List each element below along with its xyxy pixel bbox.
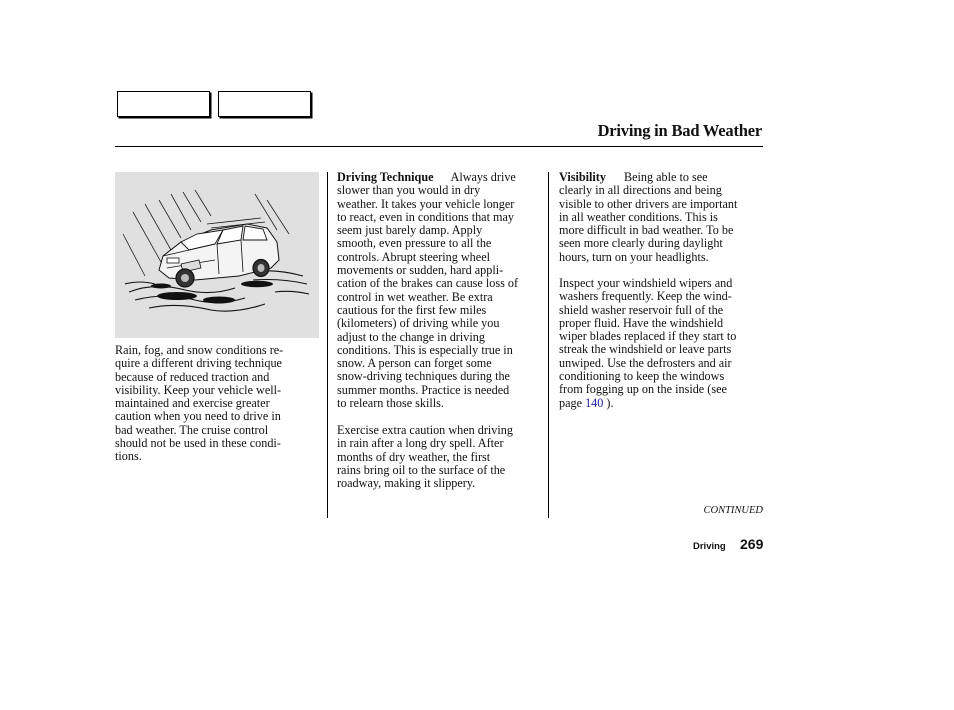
nav-button-next[interactable] [218, 91, 311, 117]
title-divider [115, 146, 763, 147]
page-number: 269 [740, 536, 764, 552]
visibility-body: clearly in all directions and being visible to other drivers are important in all weather conditions. This is more difficult in bad weather. To be seen more clearly during daylight hours, turn on your headlights. [559, 183, 738, 264]
column-divider-1 [327, 172, 328, 518]
driving-technique-lead: Always drive [450, 170, 516, 184]
driving-technique-heading: Driving Technique [337, 170, 434, 184]
footer-section-label: Driving [693, 541, 726, 552]
column-divider-2 [548, 172, 549, 518]
left-column-text: Rain, fog, and snow conditions re- quire a different driving technique because of reduced traction and visibility. Keep your vehicle well- maintained and exercise greater caution when you need to drive in bad weather. The cruise control should not be used in these condi- tions. [115, 343, 284, 464]
page-140-link[interactable]: 140 [585, 395, 604, 410]
driving-technique-body: slower than you would in dry weather. It takes your vehicle longer to react, even in conditions that may seem just barely damp. Apply smooth, even pressure to all the controls. Abrupt steering wheel movements or sudden, hard appli- cation of the brakes can cause loss of control in wet weather. Be extra cautious for the first few miles (kilometers) of driving while you adjust to the change in driving conditions. This is especially true in snow. A person can forget some snow-driving techniques during the summer months. Practice is needed to relearn those skills. [337, 183, 519, 411]
middle-column-paragraph-1 [337, 171, 547, 410]
right-column-paragraph-1 [559, 171, 763, 264]
car-in-rain-icon [115, 172, 319, 338]
visibility-heading: Visibility [559, 170, 606, 184]
middle-column-paragraph-2: Exercise extra caution when driving in rain after a long dry spell. After months of dry weather, the first rains bring oil to the surface of the roadway, making it slippery. [337, 423, 513, 491]
car-in-rain-illustration [115, 172, 319, 338]
continued-label: CONTINUED [703, 505, 763, 516]
right-column-paragraph-2 [559, 277, 763, 410]
visibility-lead: Being able to see [623, 170, 708, 184]
wipers-body: Inspect your windshield wipers and washers frequently. Keep the wind- shield washer reservoir full of the proper fluid. Have the windshield wiper blades replaced if they start to streak the windshield or leave parts unwiped. Use the defrosters and air conditioning to keep the windows from fogging up on the inside (see page [559, 276, 737, 410]
wipers-body-end: ). [603, 395, 614, 410]
page-title: Driving in Bad Weather [597, 121, 762, 140]
nav-button-previous[interactable] [117, 91, 210, 117]
